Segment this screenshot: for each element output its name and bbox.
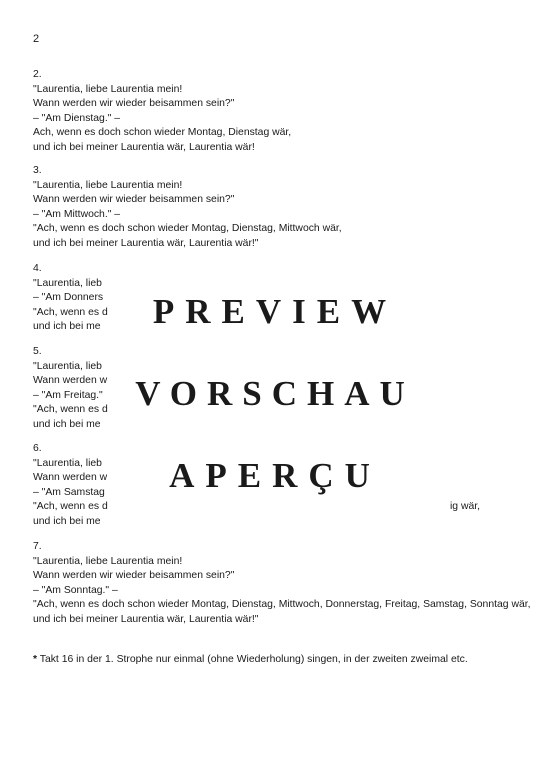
verse-line: "Ach, wenn es doch schon wieder Montag, Dienstag, Mittwoch wär, — [33, 223, 342, 235]
page-number: 2 — [33, 33, 40, 45]
verse-7 — [33, 540, 531, 628]
verse-3 — [33, 164, 342, 252]
verse-line: Wann werden wir wieder beisammen sein?" — [33, 570, 235, 582]
verse-line: "Ach, wenn es d — [33, 404, 108, 416]
verse-line: "Ach, wenn es d — [33, 306, 108, 318]
watermark-apercu: APERÇU — [169, 456, 381, 495]
verse-line: "Laurentia, lieb — [33, 277, 102, 289]
verse-line: 4. — [33, 263, 42, 274]
verse-line: Wann werden w — [33, 375, 108, 387]
verse-line: 2. — [33, 69, 42, 80]
footnote — [33, 653, 468, 667]
verse-line: und ich bei me — [33, 515, 101, 527]
verse-line: "Ach, wenn es doch schon wieder Montag, Dienstag, Mittwoch, Donnerstag, Freitag, Samstag, Sonntag wär, — [33, 599, 531, 611]
verse-line: Wann werden wir wieder beisammen sein?" — [33, 194, 235, 206]
verse-line: und ich bei me — [33, 418, 101, 430]
verse-line: 5. — [33, 346, 42, 357]
verse-line: und ich bei meiner Laurentia wär, Laurentia wär!" — [33, 237, 259, 249]
verse-line: 3. — [33, 165, 42, 176]
verse-line: 6. — [33, 443, 42, 454]
verse-line: Wann werden w — [33, 472, 108, 484]
watermark-preview: PREVIEW — [152, 292, 398, 331]
verse-line: – "Am Mittwoch." – — [33, 208, 121, 220]
verse-line: und ich bei me — [33, 321, 101, 333]
verse-line: "Laurentia, lieb — [33, 360, 102, 372]
verse-line: Ach, wenn es doch schon wieder Montag, Dienstag wär, — [33, 127, 292, 139]
verse-line: 7. — [33, 541, 42, 552]
verse-line: "Ach, wenn es d — [33, 501, 108, 513]
verse-line: – "Am Samstag — [33, 486, 105, 498]
footnote-text: Takt 16 in der 1. Strophe nur einmal (ohne Wiederholung) singen, in der zweiten zweimal etc. — [37, 654, 468, 665]
verse-line: und ich bei meiner Laurentia wär, Laurentia wär! — [33, 141, 255, 153]
verse-line: – "Am Freitag." — [33, 389, 103, 401]
verse-line: "Laurentia, lieb — [33, 457, 102, 469]
verse-line: – "Am Donners — [33, 292, 104, 304]
watermark-vorschau: VORSCHAU — [135, 374, 415, 413]
verse-6-line-tail: ig wär, — [450, 501, 481, 512]
footnote-marker: * — [33, 654, 38, 665]
verse-line: "Laurentia, liebe Laurentia mein! — [33, 179, 183, 191]
verse-line: "Laurentia, liebe Laurentia mein! — [33, 555, 183, 567]
verse-line: – "Am Dienstag." – — [33, 112, 121, 124]
verse-line: – "Am Sonntag." – — [33, 584, 118, 596]
verse-line: Wann werden wir wieder beisammen sein?" — [33, 98, 235, 110]
verse-line: "Laurentia, liebe Laurentia mein! — [33, 83, 183, 95]
verse-line: und ich bei meiner Laurentia wär, Laurentia wär!" — [33, 613, 259, 625]
verse-2 — [33, 68, 291, 156]
